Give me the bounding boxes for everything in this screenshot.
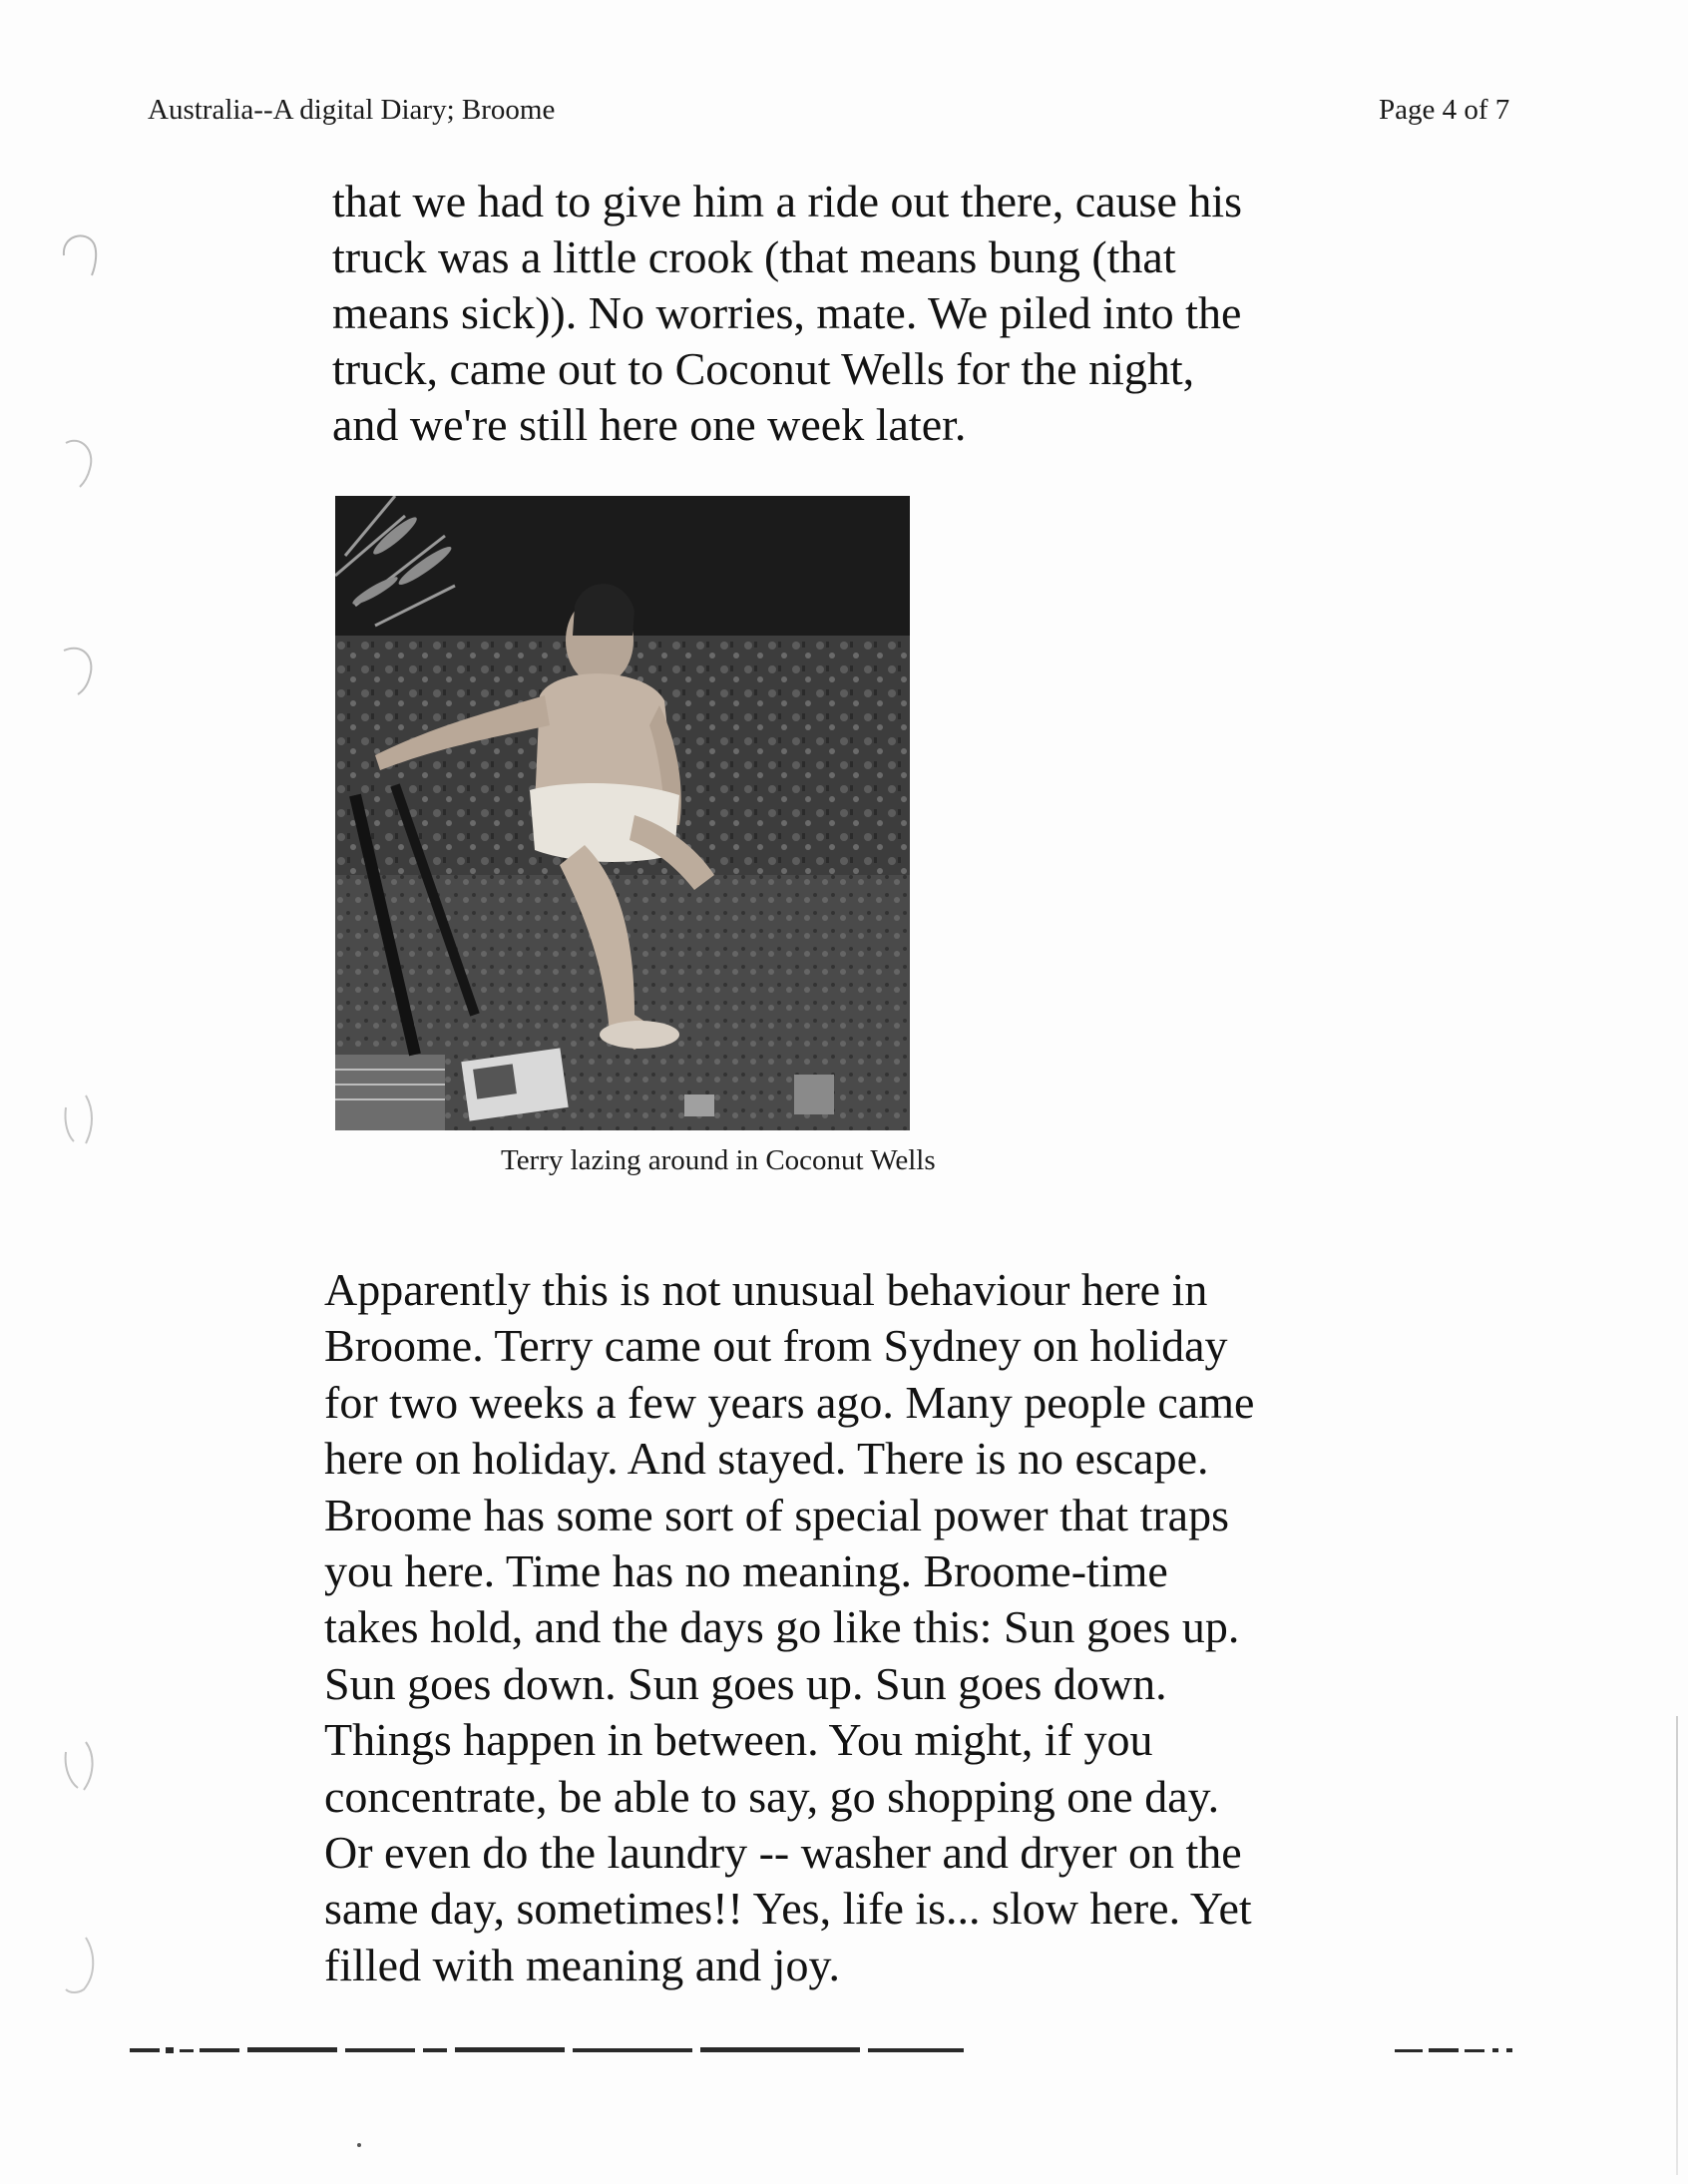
paragraph-line: you here. Time has no meaning. Broome-time [324, 1545, 1168, 1597]
binder-hole-1 [56, 225, 102, 291]
paragraph-line: and we're still here one week later. [332, 399, 967, 450]
paragraph-line: truck was a little crook (that means bung (that [332, 231, 1176, 282]
paragraph-2 [324, 1262, 1254, 1993]
paragraph-line: here on holiday. And stayed. There is no escape. [324, 1433, 1209, 1485]
scan-edge-line [1676, 1716, 1678, 2175]
paragraph-line: Apparently this is not unusual behaviour here in [324, 1264, 1208, 1315]
binder-hole-4 [56, 1088, 102, 1153]
paragraph-line: Sun goes down. Sun goes up. Sun goes down. [324, 1657, 1167, 1709]
binder-hole-6 [56, 1932, 102, 1997]
photo-caption: Terry lazing around in Coconut Wells [501, 1144, 936, 1176]
paragraph-line: Things happen in between. You might, if you [324, 1714, 1153, 1766]
binder-hole-5 [56, 1732, 102, 1798]
page-indicator: Page 4 of 7 [1379, 94, 1510, 126]
paragraph-line: truck, came out to Coconut Wells for the night, [332, 343, 1195, 394]
paragraph-line: filled with meaning and joy. [324, 1939, 840, 1990]
paragraph-1 [332, 174, 1242, 453]
paragraph-line: takes hold, and the days go like this: Sun goes up. [324, 1601, 1240, 1653]
photo-terry [335, 496, 910, 1130]
binder-hole-3 [56, 635, 102, 700]
paragraph-line: Or even do the laundry -- washer and dryer on the [324, 1827, 1242, 1879]
paragraph-line: Broome has some sort of special power that traps [324, 1489, 1229, 1540]
paragraph-line: same day, sometimes!! Yes, life is... slow here. Yet [324, 1883, 1252, 1935]
paragraph-line: means sick)). No worries, mate. We piled into the [332, 287, 1242, 338]
paragraph-line: that we had to give him a ride out there, cause his [332, 176, 1243, 226]
paragraph-line: Broome. Terry came out from Sydney on holiday [324, 1320, 1228, 1372]
footer-date-cropped [1395, 2045, 1514, 2055]
document-title: Australia--A digital Diary; Broome [148, 94, 556, 126]
footer-url-cropped [130, 2045, 964, 2055]
scan-speck [357, 2143, 361, 2147]
paragraph-line: for two weeks a few years ago. Many people came [324, 1376, 1255, 1428]
paragraph-line: concentrate, be able to say, go shopping one day. [324, 1770, 1220, 1822]
binder-hole-2 [56, 429, 102, 495]
